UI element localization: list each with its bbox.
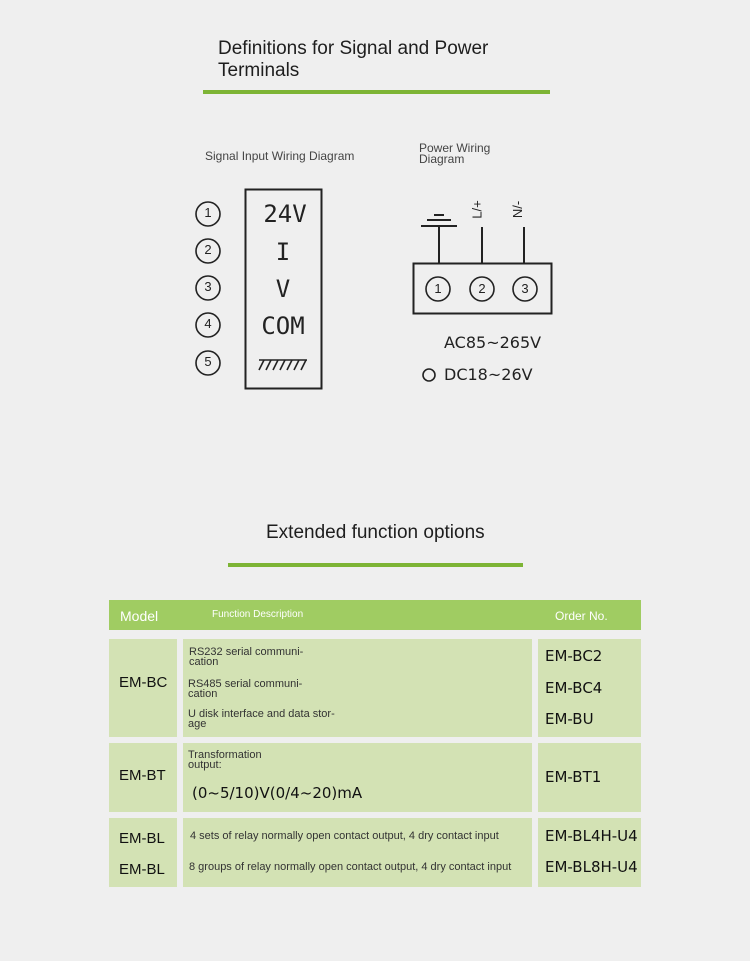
model-name: EM-BL [119, 861, 165, 878]
power-wiring-diagram [405, 190, 565, 320]
table-row-desc-cell [183, 639, 532, 737]
order-number: EM-BL4H-U4 [545, 827, 638, 845]
function-description: RS232 serial communi- cation [189, 646, 304, 668]
section-title-terminals: Definitions for Signal and Power Terminals [218, 38, 489, 81]
function-description: RS485 serial communi- cation [188, 678, 303, 700]
model-name: EM-BC [119, 674, 168, 691]
signal-terminal-num: 2 [204, 242, 212, 257]
order-number: EM-BC4 [545, 679, 603, 697]
wire-label: L/+ [469, 200, 485, 219]
signal-diagram-caption: Signal Input Wiring Diagram [205, 149, 355, 163]
output-range: (0~5/10)V(0/4~20)mA [192, 784, 363, 802]
table-row-model-cell [109, 639, 177, 737]
option-bullet-icon [420, 366, 438, 384]
model-name: EM-BL [119, 830, 165, 847]
signal-terminal-num: 1 [204, 205, 212, 220]
signal-terminal-label: COM [261, 312, 305, 340]
table-row-desc-cell [183, 743, 532, 812]
table-row-order-cell [538, 639, 641, 737]
signal-terminal-label: I [275, 238, 291, 266]
header-description: Function Description [212, 609, 304, 620]
power-terminal-num: 3 [521, 281, 529, 296]
ground-hatch-icon [259, 360, 307, 370]
signal-terminal-num: 3 [204, 279, 212, 294]
function-description: 8 groups of relay normally open contact output, 4 dry contact input [189, 861, 512, 873]
order-number: EM-BC2 [545, 647, 603, 665]
signal-terminal-label: V [275, 275, 291, 303]
table-row-order-cell [538, 818, 641, 887]
function-description: U disk interface and data stor- age [188, 708, 335, 730]
title-underline [203, 90, 550, 94]
title-underline [228, 563, 523, 567]
order-number: EM-BU [545, 710, 594, 728]
table-row-desc-cell [183, 818, 532, 887]
model-name: EM-BT [119, 767, 166, 784]
table-row-model-cell [109, 743, 177, 812]
header-order: Order No. [555, 609, 608, 623]
table-row-model-cell [109, 818, 177, 887]
order-number: EM-BL8H-U4 [545, 858, 638, 876]
header-model: Model [120, 608, 159, 624]
signal-terminal-num: 4 [204, 316, 212, 331]
signal-terminal-label: 24V [263, 200, 307, 228]
section-title-extended: Extended function options [266, 522, 485, 543]
power-terminal-num: 1 [434, 281, 442, 296]
function-description: Transformation output: [188, 749, 262, 771]
power-option: DC18~26V [444, 365, 533, 384]
function-description: 4 sets of relay normally open contact output, 4 dry contact input [190, 830, 499, 842]
power-option: AC85~265V [444, 333, 542, 352]
power-diagram-caption: Power Wiring Diagram [419, 141, 491, 166]
order-number: EM-BT1 [545, 768, 602, 786]
power-terminal-num: 2 [478, 281, 486, 296]
earth-ground-icon [421, 215, 457, 226]
wire-label: N/- [510, 200, 526, 219]
table-row-order-cell [538, 743, 641, 812]
table-header [109, 600, 641, 630]
signal-terminal-num: 5 [204, 354, 212, 369]
